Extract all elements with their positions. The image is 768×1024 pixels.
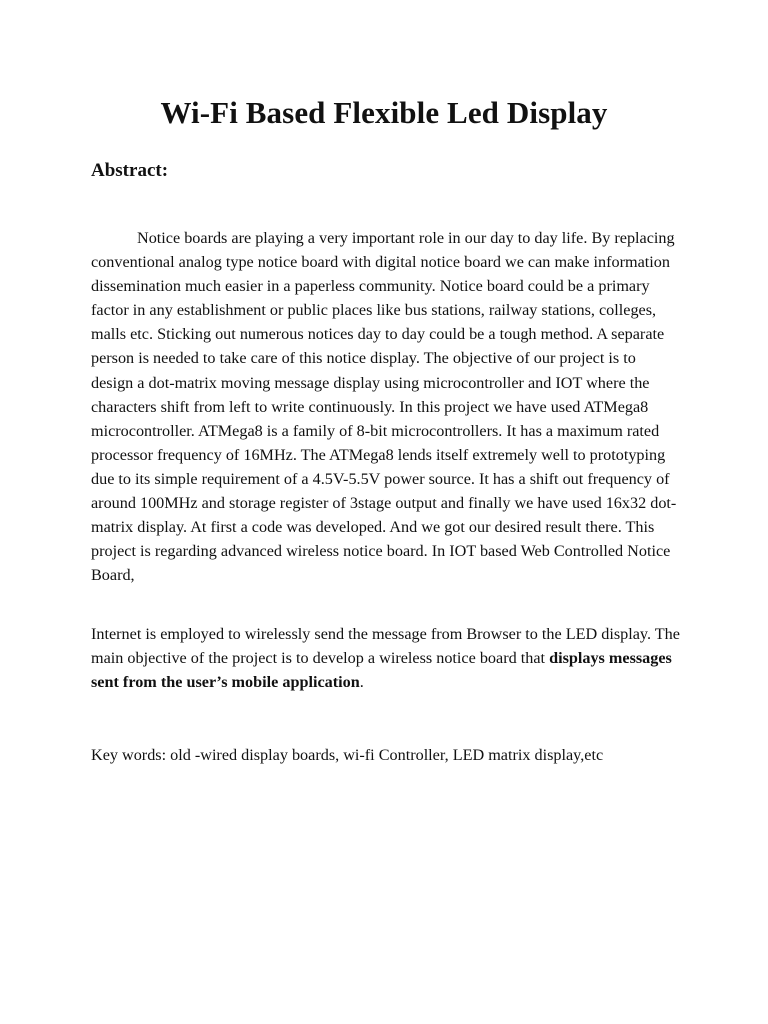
internet-end: . [359, 673, 364, 692]
internet-paragraph [91, 622, 681, 694]
abstract-paragraph [91, 226, 681, 587]
keywords-line: Key words: old -wired display boards, wi-fi Controller, LED matrix display,etc [91, 746, 604, 764]
document-title: Wi-Fi Based Flexible Led Display [160, 95, 608, 130]
internet-emphasis: displays messages sent from the user’s mobile application [91, 649, 672, 692]
abstract-text: Notice boards are playing a very important role in our day to day life. By replacing conventional analog type notice board with digital notice board we can make information dissemination much easier in a paperless community. Notice board could be a primary factor in any establishment or public places like bus stations, railway stations, colleges, malls etc. Sticking out numerous notices day to day could be a tough method. A separate person is needed to take care of this notice display. The objective of our project is to design a dot-matrix moving message display using microcontroller and IOT where the characters shift from left to write continuously. In this project we have used ATMega8 microcontroller. ATMega8 is a family of 8-bit microcontrollers. It has a maximum rated processor frequency of 16MHz. The ATMega8 lends itself extremely well to prototyping due to its simple requirement of a 4.5V-5.5V power source. It has a shift out frequency of around 100MHz and storage register of 3stage output and finally we have used 16x32 dot- matrix display. At first a code was developed. And we got our desired result there. This project is regarding advanced wireless notice board. In IOT based Web Controlled Notice Board, [91, 229, 677, 585]
internet-text: Internet is employed to wirelessly send the message from Browser to the LED display. The main objective of the project is to develop a wireless notice board that [91, 625, 680, 668]
abstract-heading: Abstract: [91, 160, 169, 181]
